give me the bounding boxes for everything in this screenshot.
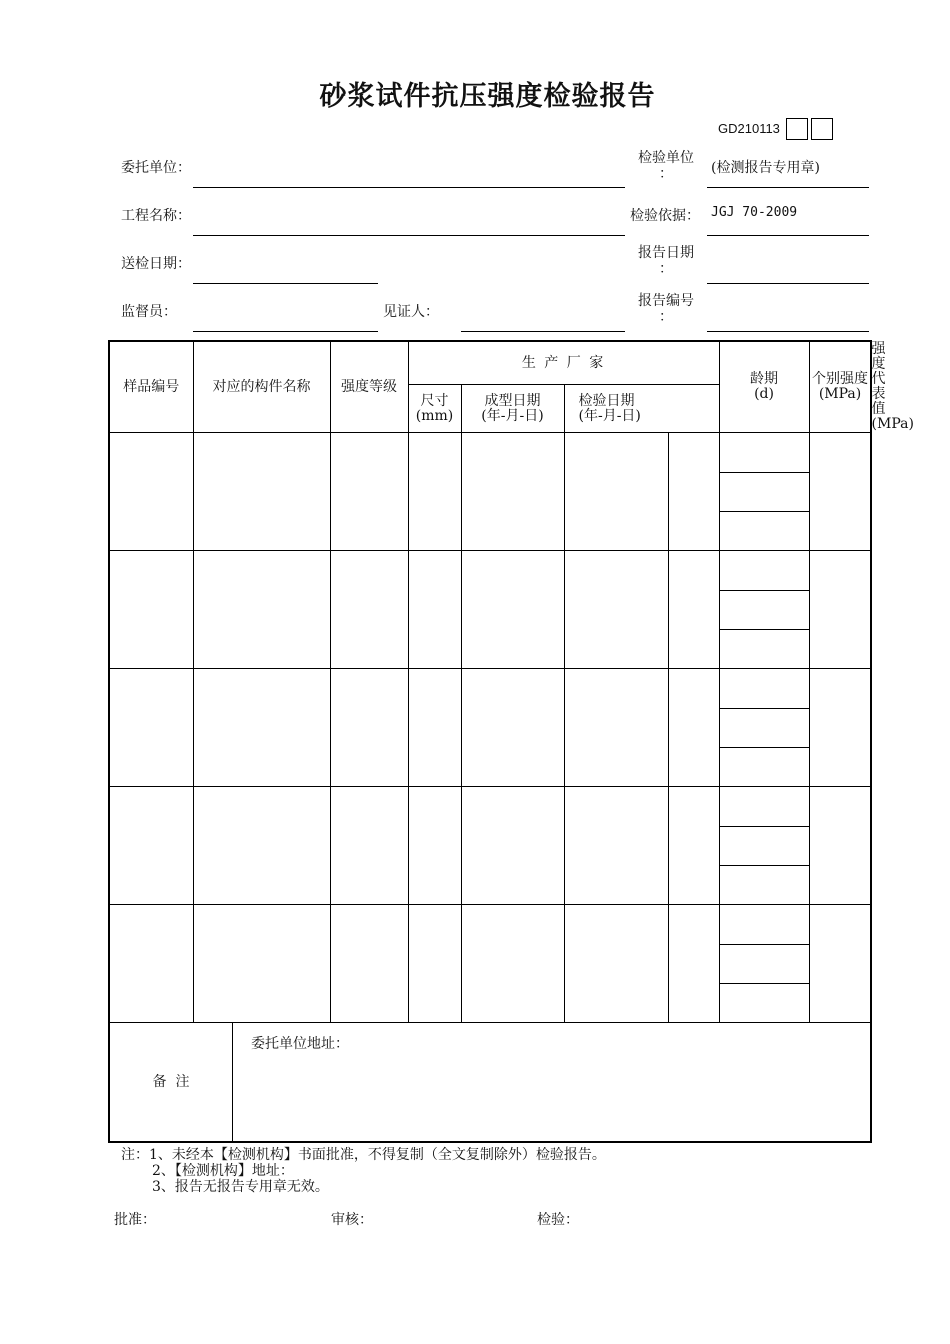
strength-subcell[interactable]: [720, 788, 809, 827]
cell-test-date[interactable]: [564, 551, 668, 669]
header-strength-grade: 强度等级: [330, 341, 408, 433]
cell-size[interactable]: [408, 433, 461, 551]
cell-individual-strength: [719, 787, 809, 905]
code-box-1[interactable]: [786, 118, 808, 140]
strength-subcell[interactable]: [720, 709, 809, 748]
cell-strength-grade[interactable]: [330, 669, 408, 787]
strength-subcell[interactable]: [720, 630, 809, 668]
strength-subcell[interactable]: [720, 670, 809, 709]
header-size: 尺寸 (mm): [408, 385, 461, 433]
inspect-unit-label: 检验单位 ：: [638, 150, 694, 182]
table-row: [109, 669, 871, 787]
cell-age[interactable]: [668, 669, 719, 787]
cell-individual-strength: [719, 905, 809, 1023]
submit-date-label: 送检日期：: [121, 256, 191, 272]
basis-value: JGJ 70-2009: [711, 205, 798, 220]
report-date-field[interactable]: [707, 283, 869, 284]
cell-age[interactable]: [668, 905, 719, 1023]
cell-representative-strength[interactable]: [809, 551, 871, 669]
header-age: 龄期 (d): [719, 341, 809, 433]
cell-molding-date[interactable]: [461, 433, 564, 551]
approve-label: 批准：: [114, 1212, 156, 1228]
strength-subcell[interactable]: [720, 906, 809, 945]
cell-representative-strength[interactable]: [809, 787, 871, 905]
table-row: [109, 787, 871, 905]
cell-size[interactable]: [408, 787, 461, 905]
report-no-label: 报告编号 ：: [638, 293, 694, 325]
remarks-row: [109, 1023, 871, 1143]
cell-sample-no[interactable]: [109, 669, 193, 787]
inspect-unit-field[interactable]: [707, 187, 869, 188]
cell-sample-no[interactable]: [109, 787, 193, 905]
inspect-unit-value: (检测报告专用章): [711, 160, 820, 176]
notes: [121, 1147, 606, 1195]
remarks-label: 备 注: [110, 1023, 233, 1141]
note-1: 注：1、未经本【检测机构】书面批准，不得复制（全文复制除外）检验报告。: [121, 1147, 606, 1163]
header-sample-no: 样品编号: [109, 341, 193, 433]
cell-strength-grade[interactable]: [330, 905, 408, 1023]
strength-subcell[interactable]: [720, 434, 809, 473]
strength-subcell[interactable]: [720, 984, 809, 1022]
cell-individual-strength: [719, 551, 809, 669]
report-title: 砂浆试件抗压强度检验报告: [319, 81, 656, 112]
header-molding-date: 成型日期 (年-月-日): [461, 385, 564, 433]
cell-age[interactable]: [668, 551, 719, 669]
inspect-label: 检验：: [537, 1212, 579, 1228]
cell-strength-grade[interactable]: [330, 787, 408, 905]
cell-molding-date[interactable]: [461, 787, 564, 905]
cell-component[interactable]: [193, 787, 330, 905]
strength-subcell[interactable]: [720, 512, 809, 550]
cell-component[interactable]: [193, 551, 330, 669]
note-3: 3、报告无报告专用章无效。: [152, 1179, 329, 1195]
supervisor-label: 监督员：: [121, 304, 177, 320]
cell-representative-strength[interactable]: [809, 433, 871, 551]
table-row: [109, 905, 871, 1023]
cell-component[interactable]: [193, 433, 330, 551]
cell-sample-no[interactable]: [109, 905, 193, 1023]
report-no-field[interactable]: [707, 331, 869, 332]
cell-sample-no[interactable]: [109, 433, 193, 551]
form-code: GD210113: [718, 121, 780, 136]
cell-test-date[interactable]: [564, 787, 668, 905]
strength-subcell[interactable]: [720, 591, 809, 630]
cell-representative-strength[interactable]: [809, 669, 871, 787]
note-2: 2、【检测机构】地址：: [152, 1163, 294, 1179]
cell-strength-grade[interactable]: [330, 551, 408, 669]
supervisor-field[interactable]: [193, 331, 378, 332]
review-label: 审核：: [331, 1212, 373, 1228]
cell-individual-strength: [719, 433, 809, 551]
remarks-content[interactable]: [233, 1023, 871, 1141]
basis-field[interactable]: [707, 235, 869, 236]
cell-individual-strength: [719, 669, 809, 787]
cell-size[interactable]: [408, 669, 461, 787]
cell-molding-date[interactable]: [461, 905, 564, 1023]
project-name-label: 工程名称：: [121, 208, 191, 224]
basis-label: 检验依据：: [630, 208, 700, 224]
witness-field[interactable]: [461, 331, 625, 332]
cell-sample-no[interactable]: [109, 551, 193, 669]
strength-subcell[interactable]: [720, 945, 809, 984]
strength-subcell[interactable]: [720, 748, 809, 786]
cell-size[interactable]: [408, 905, 461, 1023]
project-name-field[interactable]: [193, 235, 625, 236]
client-unit-label: 委托单位：: [121, 160, 191, 176]
cell-molding-date[interactable]: [461, 669, 564, 787]
strength-subcell[interactable]: [720, 473, 809, 512]
remarks-cell: [109, 1023, 871, 1143]
header-individual-strength: 个别强度 (MPa): [809, 341, 871, 433]
results-table: 样品编号 对应的构件名称 强度等级 生 产 厂 家 龄期 (d) 个别强度 (MPa) 强 度 代表值 (MPa) 尺寸 (mm) 成型日期 (年-月-日) 检验日期 (年-月-日) 备 注 委托单位地址：: [108, 340, 872, 1143]
cell-representative-strength[interactable]: [809, 905, 871, 1023]
submit-date-field[interactable]: [193, 283, 378, 284]
cell-component[interactable]: [193, 905, 330, 1023]
table-row: [109, 433, 871, 551]
cell-size[interactable]: [408, 551, 461, 669]
strength-subcell[interactable]: [720, 827, 809, 866]
header-manufacturer: 生 产 厂 家: [408, 341, 719, 385]
cell-age[interactable]: [668, 787, 719, 905]
client-address-label: 委托单位地址：: [251, 1036, 349, 1052]
client-unit-field[interactable]: [193, 187, 625, 188]
header-component: 对应的构件名称: [193, 341, 330, 433]
table-row: [109, 551, 871, 669]
strength-subcell[interactable]: [720, 552, 809, 591]
strength-subcell[interactable]: [720, 866, 809, 904]
cell-test-date[interactable]: [564, 669, 668, 787]
header-test-date: 检验日期 (年-月-日): [564, 385, 719, 433]
witness-label: 见证人：: [383, 304, 439, 320]
report-date-label: 报告日期 ：: [638, 245, 694, 277]
cell-component[interactable]: [193, 669, 330, 787]
cell-age[interactable]: [668, 433, 719, 551]
cell-strength-grade[interactable]: [330, 433, 408, 551]
cell-test-date[interactable]: [564, 433, 668, 551]
code-box-2[interactable]: [811, 118, 833, 140]
cell-test-date[interactable]: [564, 905, 668, 1023]
cell-molding-date[interactable]: [461, 551, 564, 669]
